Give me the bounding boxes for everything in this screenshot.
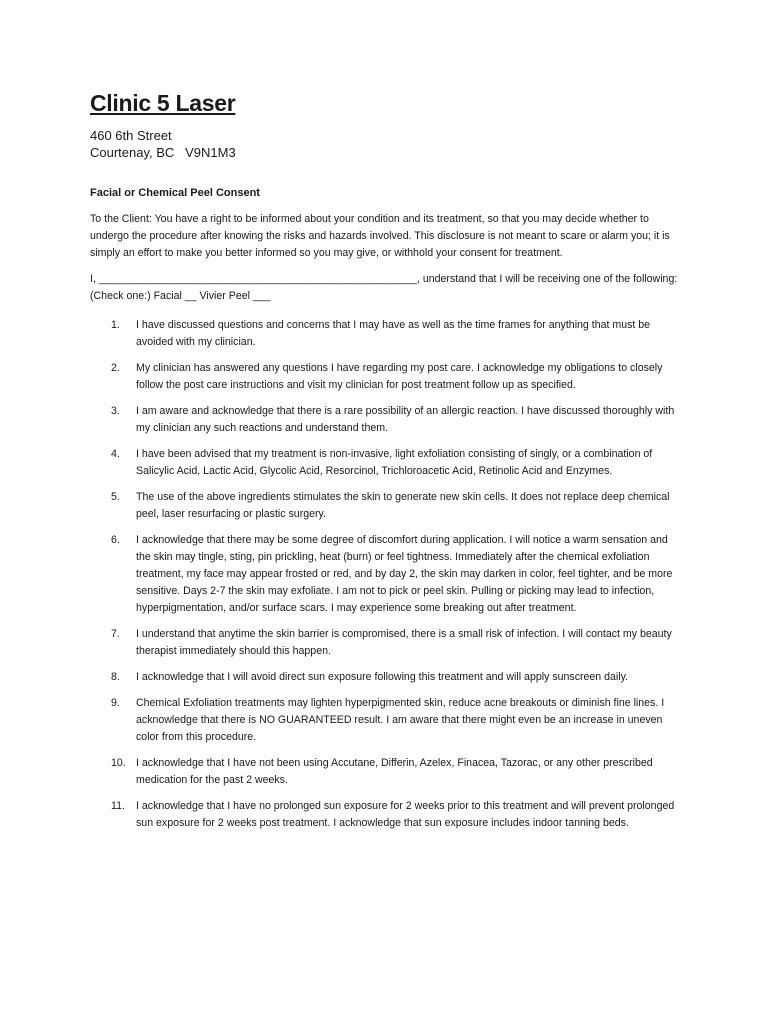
item-text: I am aware and acknowledge that there is a rare possibility of an allergic reaction. I have discussed thoroughly with my clinician any such reactions and understand them.: [136, 405, 675, 434]
list-item: [90, 695, 682, 746]
item-text: I have discussed questions and concerns that I may have as well as the time frames for anything that must be avoided with my clinician.: [136, 319, 651, 348]
clinic-name: Clinic 5 Laser: [90, 90, 236, 116]
list-item: [90, 446, 682, 480]
list-item: [90, 669, 682, 686]
item-number: 9.: [111, 697, 120, 709]
item-number: 5.: [111, 491, 120, 503]
item-number: 8.: [111, 671, 120, 683]
list-item: [90, 489, 682, 523]
item-text: I acknowledge that I have no prolonged sun exposure for 2 weeks prior to this treatment and will prevent prolonged sun exposure for 2 weeks post treatment. I acknowledge that sun exposure includes indoor tanning beds.: [136, 800, 675, 829]
item-number: 3.: [111, 405, 120, 417]
list-item: [90, 403, 682, 437]
item-text: The use of the above ingredients stimulates the skin to generate new skin cells. It does not replace deep chemical peel, laser resurfacing or plastic surgery.: [136, 491, 670, 520]
item-text: I acknowledge that I have not been using Accutane, Differin, Azelex, Finacea, Tazorac, or any other prescribed medication for the past 2 weeks.: [136, 757, 653, 786]
item-text: I acknowledge that there may be some degree of discomfort during application. I will notice a warm sensation and the skin may tingle, sting, pin prickling, heat (burn) or feel tightness. Immediately after the chemical exfoliation treatment, my face may appear frosted or red, and by day 2, the skin may darken in color, feel tighter, and be more sensitive. Days 2-7 the skin may exfoliate. I am not to pick or peel skin. Pulling or picking may lead to infection, hyperpigmentation, and/or surface scars. I may experience some breaking out after treatment.: [136, 534, 673, 614]
item-text: I have been advised that my treatment is non-invasive, light exfoliation consisting of singly, or a combination of Salicylic Acid, Lactic Acid, Glycolic Acid, Resorcinol, Trichloroacetic Acid, Retinolic Acid and Enzymes.: [136, 448, 653, 477]
form-title: Facial or Chemical Peel Consent: [90, 187, 260, 199]
list-item: [90, 532, 682, 617]
item-number: 7.: [111, 628, 120, 640]
name-line: I, ______________________________________________________, understand that I will be receiving one of the following: (Check one:) Facial __ Vivier Peel ___: [90, 273, 678, 302]
item-text: I understand that anytime the skin barrier is compromised, there is a small risk of infection. I will contact my beauty therapist immediately should this happen.: [136, 628, 672, 657]
item-text: Chemical Exfoliation treatments may lighten hyperpigmented skin, reduce acne breakouts or diminish fine lines. I acknowledge that there is NO GUARANTEED result. I am aware that there might even be an increase in uneven color from this procedure.: [136, 697, 665, 743]
item-text: I acknowledge that I will avoid direct sun exposure following this treatment and will apply sunscreen daily.: [136, 671, 629, 683]
item-number: 4.: [111, 448, 120, 460]
item-number: 10.: [111, 757, 126, 769]
item-number: 1.: [111, 319, 120, 331]
intro-paragraph: To the Client: You have a right to be informed about your condition and its treatment, so that you may decide whether to undergo the procedure after knowing the risks and hazards involved. This disclosure is not meant to scare or alarm you; it is simply an effort to make you better informed so you may give, or withhold your consent for treatment.: [90, 213, 670, 259]
address-line-2: Courtenay, BC V9N1M3: [90, 145, 236, 160]
address-line-1: 460 6th Street: [90, 128, 172, 143]
list-item: [90, 317, 682, 351]
list-item: [90, 360, 682, 394]
consent-list: [90, 317, 682, 832]
item-number: 2.: [111, 362, 120, 374]
list-item: [90, 755, 682, 789]
item-number: 6.: [111, 534, 120, 546]
item-text: My clinician has answered any questions I have regarding my post care. I acknowledge my obligations to closely follow the post care instructions and visit my clinician for post treatment follow up as specified.: [136, 362, 663, 391]
list-item: [90, 626, 682, 660]
list-item: [90, 798, 682, 832]
item-number: 11.: [111, 800, 125, 812]
